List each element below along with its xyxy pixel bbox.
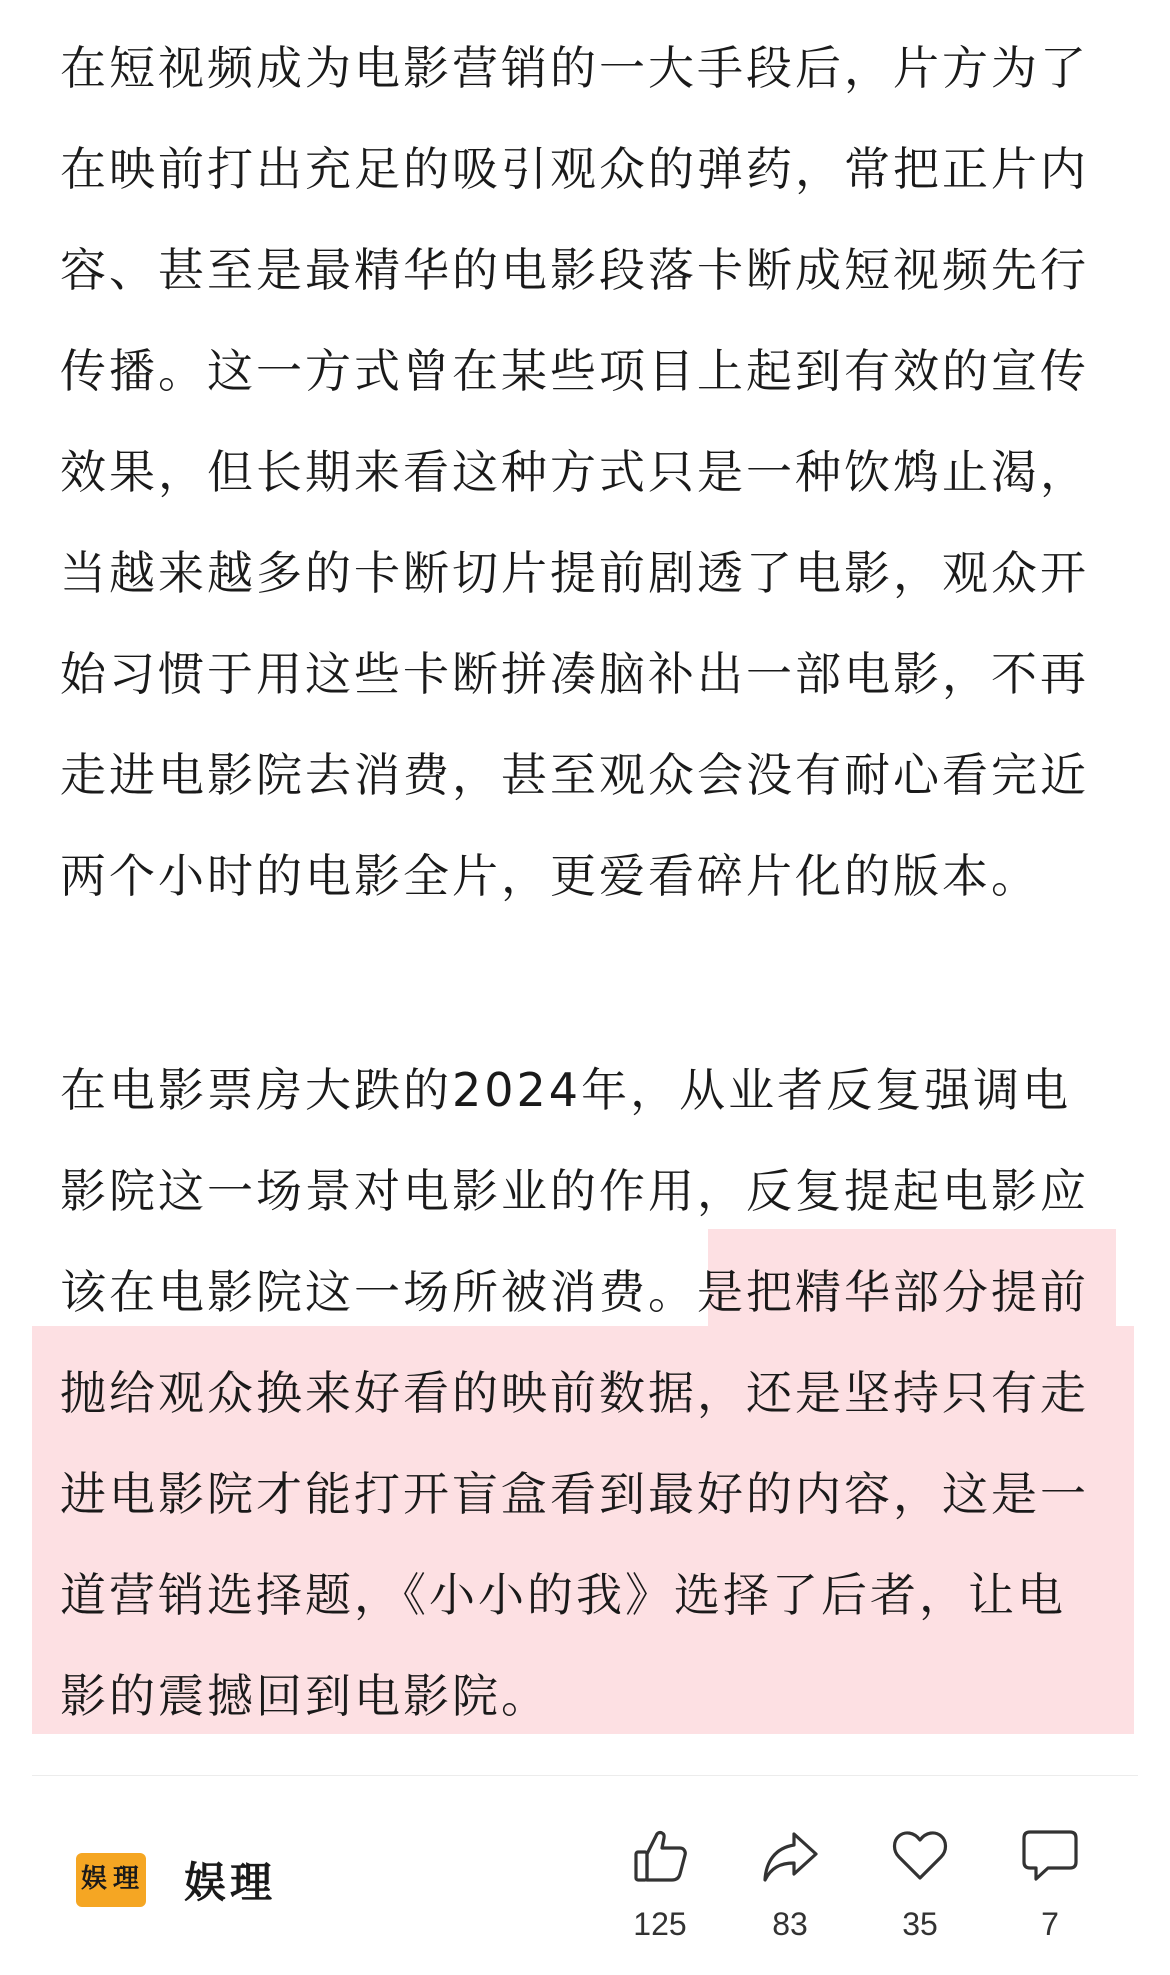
- share-arrow-icon: [760, 1826, 820, 1886]
- author-avatar[interactable]: [76, 1853, 146, 1907]
- comment-bubble-icon: [1020, 1826, 1080, 1886]
- text-line: 始习惯于用这些卡断拼凑脑补出一部电影，不再: [60, 647, 1089, 701]
- paragraph-1: [60, 18, 1100, 927]
- text-line: 影院这一场景对电影业的作用，反复提起电影应: [60, 1164, 1089, 1218]
- avatar-logo-char: 娱: [80, 1864, 107, 1894]
- text-segment: 该在电影院这一场所被消费。: [60, 1265, 697, 1319]
- paragraph-2: [60, 1040, 1100, 1747]
- text-line: 两个小时的电影全片，更爱看碎片化的版本。: [60, 849, 1040, 903]
- thumbs-up-icon: [630, 1826, 690, 1886]
- favorite-count: 35: [902, 1906, 938, 1942]
- highlighted-text-line: 抛给观众换来好看的映前数据，还是坚持只有走: [60, 1366, 1089, 1420]
- heart-icon: [890, 1826, 950, 1886]
- comment-count: 7: [1041, 1906, 1059, 1942]
- highlighted-text-line: 进电影院才能打开盲盒看到最好的内容，这是一: [60, 1467, 1089, 1521]
- text-line: 在电影票房大跌的2024年，从业者反复强调电: [60, 1063, 1072, 1117]
- avatar-logo-char: 理: [112, 1864, 139, 1894]
- post-footer: [0, 1776, 1170, 1975]
- like-count: 125: [633, 1906, 687, 1942]
- text-line: 在短视频成为电影营销的一大手段后，片方为了: [60, 41, 1089, 95]
- text-line: 走进电影院去消费，甚至观众会没有耐心看完近: [60, 748, 1089, 802]
- comment-button[interactable]: [1000, 1806, 1100, 1956]
- share-button[interactable]: [740, 1806, 840, 1956]
- text-line: 当越来越多的卡断切片提前剧透了电影，观众开: [60, 546, 1089, 600]
- share-count: 83: [772, 1906, 808, 1942]
- highlighted-text-line: 影的震撼回到电影院。: [60, 1669, 550, 1723]
- author-name[interactable]: 娱理: [184, 1858, 277, 1907]
- text-line: [60, 1242, 1100, 1343]
- highlighted-text: 是把精华部分提前: [697, 1265, 1089, 1319]
- text-line: 效果，但长期来看这种方式只是一种饮鸩止渴，: [60, 445, 1089, 499]
- text-line: 容、甚至是最精华的电影段落卡断成短视频先行: [60, 243, 1089, 297]
- text-line: 传播。这一方式曾在某些项目上起到有效的宣传: [60, 344, 1089, 398]
- favorite-button[interactable]: [870, 1806, 970, 1956]
- highlighted-text-line: 道营销选择题，《小小的我》选择了后者，让电: [60, 1568, 1066, 1622]
- text-line: 在映前打出充足的吸引观众的弹药，常把正片内: [60, 142, 1089, 196]
- like-button[interactable]: [610, 1806, 710, 1956]
